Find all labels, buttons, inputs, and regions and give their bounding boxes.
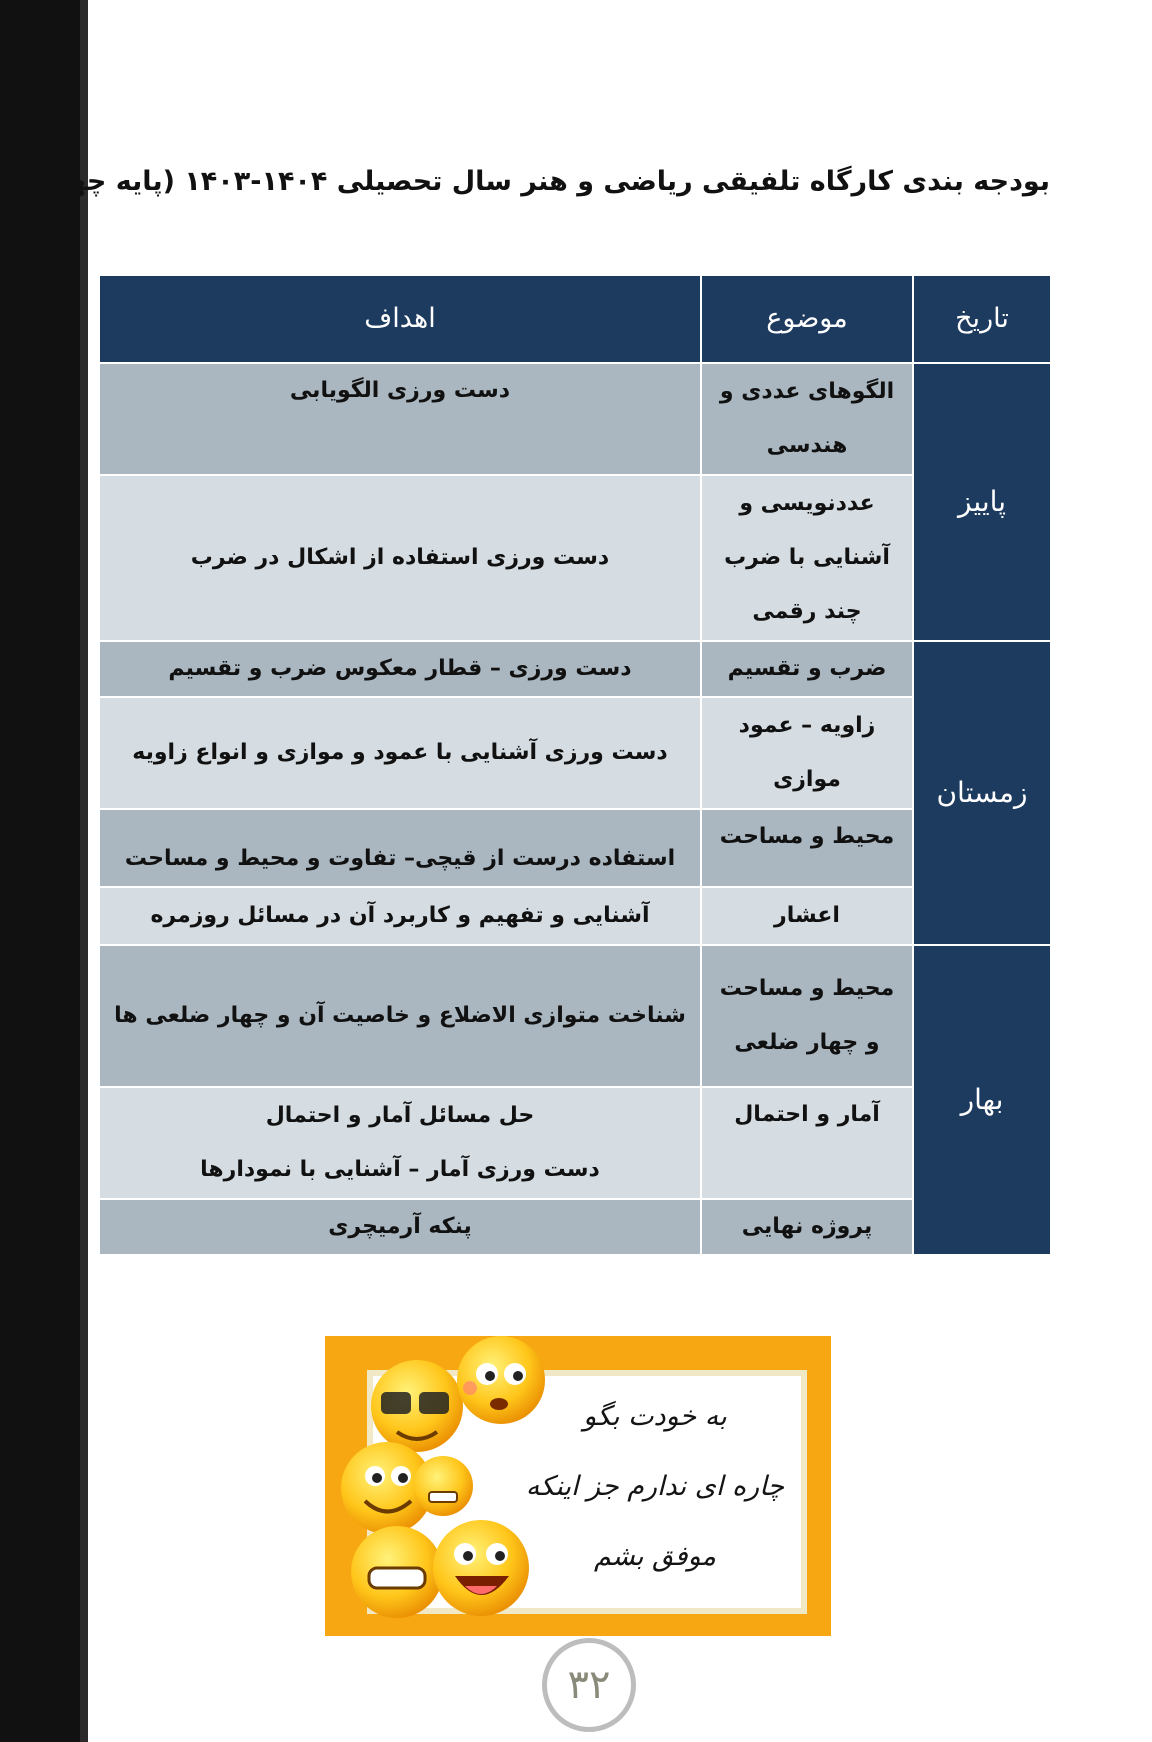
table-row — [99, 887, 1051, 945]
table-row — [99, 1087, 1051, 1199]
season-spring: بهار — [913, 945, 1051, 1255]
goals-cell — [99, 1087, 701, 1199]
goals-line: حل مسائل آمار و احتمال — [265, 1103, 535, 1128]
table-header-row — [99, 275, 1051, 363]
goals-line: دست ورزی آمار – آشنایی با نمودارها — [200, 1157, 600, 1182]
season-winter: زمستان — [913, 641, 1051, 945]
header-topic: موضوع — [701, 275, 913, 363]
header-date: تاریخ — [913, 275, 1051, 363]
grinning-emoji-icon — [413, 1456, 473, 1516]
motivation-text — [515, 1382, 795, 1592]
glasses-emoji-icon — [371, 1360, 463, 1452]
budget-table — [98, 274, 1052, 1256]
goals-cell: دست ورزی الگویابی — [99, 363, 701, 475]
table-row — [99, 697, 1051, 809]
motivation-line: چاره ای ندارم جز اینکه — [525, 1471, 785, 1502]
goals-cell: دست ورزی استفاده از اشکال در ضرب — [99, 475, 701, 641]
page-edge-bar — [0, 0, 88, 1742]
teeth-emoji-icon — [351, 1526, 443, 1618]
goals-cell: شناخت متوازی الاضلاع و خاصیت آن و چهار ضلعی ها — [99, 945, 701, 1087]
motivation-card — [325, 1336, 831, 1636]
motivation-line: موفق بشم — [594, 1541, 716, 1572]
table-row — [99, 945, 1051, 1087]
table-row — [99, 363, 1051, 475]
table-row — [99, 1199, 1051, 1255]
topic-cell: الگوهای عددی و هندسی — [701, 363, 913, 475]
topic-cell: ضرب و تقسیم — [701, 641, 913, 697]
motivation-line: به خودت بگو — [583, 1401, 727, 1432]
goals-cell: پنکه آرمیچری — [99, 1199, 701, 1255]
topic-cell: آمار و احتمال — [701, 1087, 913, 1199]
topic-cell: محیط و مساحت و چهار ضلعی — [701, 945, 913, 1087]
goals-cell: استفاده درست از قیچی– تفاوت و محیط و مساحت — [99, 809, 701, 887]
header-goals: اهداف — [99, 275, 701, 363]
table-row — [99, 641, 1051, 697]
goals-cell: دست ورزی – قطار معکوس ضرب و تقسیم — [99, 641, 701, 697]
goals-cell: آشنایی و تفهیم و کاربرد آن در مسائل روزمره — [99, 887, 701, 945]
page-number: ۳۲ — [542, 1638, 636, 1732]
topic-cell: اعشار — [701, 887, 913, 945]
topic-cell: عددنویسی و آشنایی با ضرب چند رقمی — [701, 475, 913, 641]
page-title: بودجه بندی کارگاه تلفیقی ریاضی و هنر سال تحصیلی ۱۴۰۴-۱۴۰۳ (پایه چهارم) — [11, 166, 1050, 197]
season-autumn: پاییز — [913, 363, 1051, 641]
topic-cell: پروژه نهایی — [701, 1199, 913, 1255]
table-row — [99, 809, 1051, 887]
table-row — [99, 475, 1051, 641]
topic-cell: محیط و مساحت — [701, 809, 913, 887]
topic-cell: زاویه – عمود موازی — [701, 697, 913, 809]
goals-cell: دست ورزی آشنایی با عمود و موازی و انواع زاویه — [99, 697, 701, 809]
